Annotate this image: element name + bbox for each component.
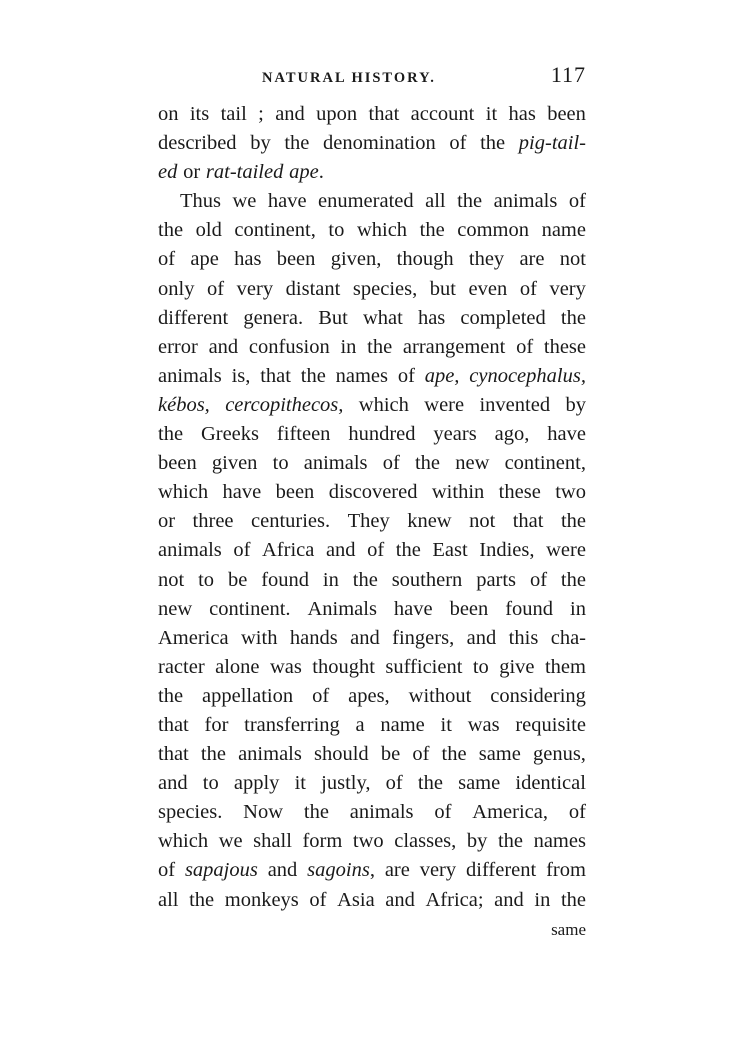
text-line [158,187,586,216]
word: justly, [321,772,371,795]
text-line [158,740,586,769]
word: three [192,510,234,533]
word: name [541,219,586,242]
word: not [559,248,586,271]
word: found [505,597,554,620]
text-line [158,536,586,565]
word: of [434,801,452,824]
word: are [519,248,545,271]
word: Indies, [479,539,535,562]
word: and [275,103,305,125]
word: of [529,568,548,591]
word: genus, [532,743,586,766]
word: years [433,423,477,446]
word: and [494,888,524,911]
word: error [158,335,198,358]
word: apes, [348,684,390,707]
word: ape. [289,161,324,184]
word: new [158,597,193,620]
word: pig-tail- [518,132,586,155]
word: upon [316,103,358,125]
word: thought [312,655,375,678]
text-line [158,478,586,507]
word: Africa [262,539,315,562]
word: the [414,452,441,475]
word: to [272,452,289,475]
word: animals [238,743,302,766]
word: the [560,306,586,329]
word: be [227,568,248,591]
text-line [158,449,586,478]
word: form [302,830,343,853]
word: has [508,103,536,125]
text-line [158,129,586,158]
word: Africa; [425,888,484,911]
word: given, [330,248,382,271]
word: these [543,335,586,358]
word: genera. [243,306,304,329]
word: in [340,335,357,358]
text-line [158,420,586,449]
word: to [202,772,219,795]
word: of [207,277,225,300]
word: completed [460,306,546,329]
word: in [534,888,551,911]
word: of [309,888,327,911]
word: it [440,713,452,736]
word: sapajous [184,859,258,882]
word: identical [515,772,586,795]
word: to [198,568,215,591]
word: the [352,568,378,591]
word: them [544,655,586,678]
text-line [158,333,586,362]
word: knew [407,510,452,533]
word: continent. [209,597,291,620]
word: and [267,859,298,882]
word: name [380,713,425,736]
word: described [158,132,237,155]
word: cynocephalus, [469,364,586,387]
text-line [158,827,586,856]
word: different [466,859,537,882]
word: though [396,248,454,271]
word: fifteen [276,423,331,446]
word: the [560,888,586,911]
text-line [158,595,586,624]
word: which [358,393,409,416]
word: classes, [394,830,457,853]
word: Asia [337,888,375,911]
text-line [158,711,586,740]
word: requisite [515,713,586,736]
word: the [395,539,421,562]
word: have [547,423,586,446]
word: the [158,423,184,446]
word: of [568,190,586,213]
word: of [449,132,467,155]
page-number: 117 [550,62,586,87]
word: of [382,452,400,475]
word: or [183,161,201,184]
word: in [570,597,586,620]
word: that [158,743,189,766]
word: the [497,830,523,853]
word: alone [215,655,260,678]
word: cercopithecos, [225,393,344,416]
word: ; [258,103,264,125]
word: we [232,190,257,213]
word: which [158,830,209,853]
word: invented [479,393,551,416]
word: which [158,481,209,504]
word: that [158,713,189,736]
catchword-line [158,915,586,944]
word: Now [243,801,284,824]
text-line [158,507,586,536]
word: were [424,393,465,416]
text-line [158,216,586,245]
text-line [158,624,586,653]
word: same [478,743,521,766]
word: account [410,103,475,125]
word: been [158,452,197,475]
word: and [385,888,415,911]
word: fingers, [392,626,455,649]
text-line [158,275,586,304]
word: names [533,830,586,853]
word: for [204,713,229,736]
word: the [367,335,393,358]
word: animals [158,539,222,562]
word: new [455,452,490,475]
word: were [546,539,586,562]
word: was [269,655,302,678]
word: and [158,772,188,795]
word: racter [158,655,205,678]
word: rat-tailed [205,161,284,184]
word: a [355,713,365,736]
word: transferring [244,713,340,736]
word: of [519,277,537,300]
word: Thus [180,190,221,213]
text-line [158,856,586,885]
word: we [218,830,243,853]
word: the [200,743,226,766]
word: discovered [328,481,418,504]
word: tail [220,103,247,125]
word: that [512,510,544,533]
word: given [211,452,258,475]
word: of [312,684,330,707]
word: ape, [424,364,460,387]
word: enumerated [318,190,414,213]
word: is, [231,364,251,387]
word: found [261,568,310,591]
word: its [189,103,210,125]
word: has [234,248,262,271]
word: on [158,103,179,125]
word: animals [303,452,368,475]
word: that [260,364,291,387]
word: without [408,684,472,707]
word: and [325,539,356,562]
word: hands [289,626,338,649]
word: species, [352,277,418,300]
word: these [498,481,541,504]
word: or [158,510,176,533]
word: animals [158,364,222,387]
word: sufficient [385,655,463,678]
word: ed [158,161,178,184]
word: this [508,626,539,649]
word: species. [158,801,223,824]
word: monkeys [224,888,299,911]
text-line [158,362,586,391]
word: of [412,743,430,766]
word: and [350,626,380,649]
word: continent, [504,452,586,475]
word: They [347,510,390,533]
word: continent, [234,219,316,242]
word: been [276,248,316,271]
word: that [368,103,400,125]
word: Animals [307,597,377,620]
word: and [208,335,239,358]
word: only [158,277,195,300]
word: of [516,335,534,358]
word: same [458,772,501,795]
word: has [417,306,446,329]
word: hundred [348,423,416,446]
word: to [472,655,489,678]
text-line [158,158,586,187]
word: ago, [494,423,530,446]
word: from [546,859,586,882]
word: the [480,132,506,155]
text-line [158,245,586,274]
word: give [499,655,535,678]
text-line [158,100,586,129]
word: all [425,190,446,213]
book-page [158,62,586,944]
word: East [432,539,468,562]
word: the [441,743,467,766]
word: should [313,743,369,766]
word: was [467,713,500,736]
word: of [233,539,251,562]
word: considering [490,684,586,707]
word: by [466,830,488,853]
word: animals [493,190,558,213]
word: very [419,859,457,882]
word: the [419,219,445,242]
text-line [158,798,586,827]
word: by [565,393,586,416]
word: of [367,539,385,562]
word: to [328,219,345,242]
word: the [560,510,586,533]
word: of [397,364,415,387]
word: what [362,306,403,329]
word: animals [349,801,414,824]
word: have [393,597,433,620]
word: have [267,190,307,213]
word: centuries. [251,510,331,533]
word: sagoins, [307,859,375,882]
word: common [457,219,529,242]
word: of [568,801,586,824]
word: But [318,306,348,329]
word: of [158,859,176,882]
word: shall [253,830,292,853]
word: very [549,277,586,300]
word: been [275,481,315,504]
word: it [485,103,498,125]
word: be [380,743,401,766]
text-line [158,886,586,915]
word: names [335,364,388,387]
word: old [195,219,222,242]
catchword: same [551,919,586,939]
word: America, [472,801,548,824]
word: the [158,684,184,707]
text-line [158,769,586,798]
word: apply [233,772,280,795]
word: the [457,190,483,213]
word: southern [391,568,463,591]
word: the [303,801,329,824]
word: distant [285,277,341,300]
body-text [158,100,586,915]
word: not [469,510,496,533]
word: the [284,132,310,155]
word: it [294,772,306,795]
word: very [236,277,274,300]
word: different [158,306,229,329]
word: arrangement [402,335,506,358]
word: all [158,888,179,911]
word: the [300,364,326,387]
word: have [222,481,262,504]
word: the [189,888,215,911]
word: denomination [323,132,436,155]
word: cha- [550,626,586,649]
word: in [322,568,339,591]
text-line [158,391,586,420]
word: been [547,103,586,125]
word: are [384,859,410,882]
word: appellation [202,684,294,707]
word: which [356,219,408,242]
word: parts [476,568,517,591]
word: of [158,248,176,271]
word: two [555,481,586,504]
word: ape [190,248,219,271]
word: but [429,277,456,300]
word: the [158,219,184,242]
word: America [158,626,229,649]
word: the [560,568,586,591]
word: within [431,481,485,504]
word: two [352,830,384,853]
word: by [250,132,271,155]
word: even [468,277,508,300]
running-title: NATURAL HISTORY. [262,70,436,86]
running-head [158,62,586,100]
word: they [468,248,505,271]
word: and [466,626,497,649]
word: not [158,568,185,591]
word: the [417,772,443,795]
word: kébos, [158,393,210,416]
text-line [158,653,586,682]
text-line [158,682,586,711]
word: with [241,626,278,649]
word: been [449,597,489,620]
word: of [385,772,403,795]
word: confusion [248,335,330,358]
text-line [158,566,586,595]
word: Greeks [200,423,260,446]
text-line [158,304,586,333]
